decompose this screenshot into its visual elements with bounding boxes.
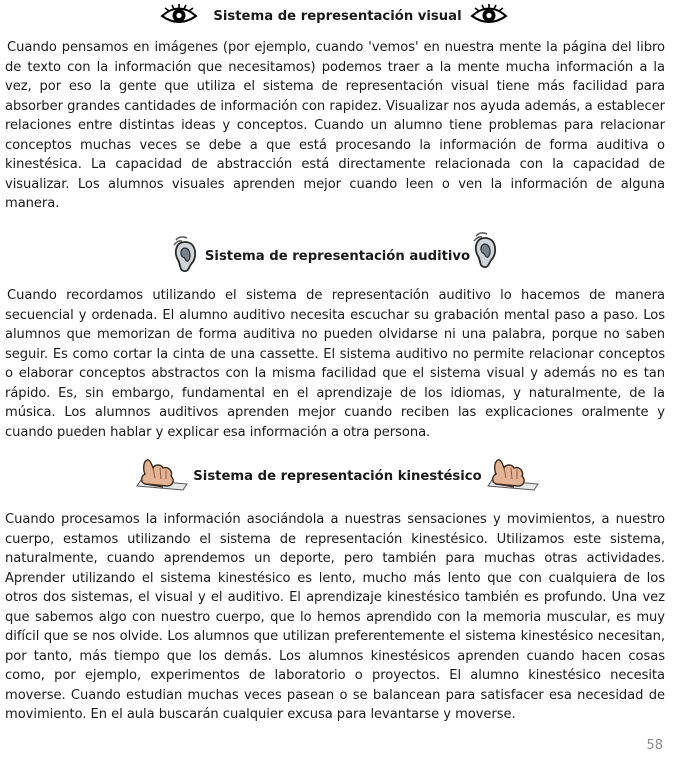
eye-icon [470,3,508,27]
ear-icon [470,232,500,270]
section-kinestesico-body: Cuando procesamos la información asociándola a nuestras sensaciones y movimientos, a nuestro cuerpo, estamos utilizando el sistema de representación kinestésico. Utilizamos este sistema, naturalmente, cuando aprendemos un deporte, pero también para muchas otras actividades. Aprender utilizando el sistema kinestésico es lento, mucho más lento que con cualquiera de los otros dos sistemas, el visual y el auditivo. El aprendizaje kinestésico también es profundo. Una vez que sabemos algo con nuestro cuerpo, que lo hemos aprendido con la memoria muscular, es muy difícil que se nos olvide. Los alumnos que utilizan preferentemente el sistema kinestésico necesitan, por tanto, más tiempo que los demás. Los alumnos kinestésicos aprenden cuando hacen cosas como, por ejemplo, experimentos de laboratorio o proyectos. El alumno kinestésico necesita moverse. Cuando estudian muchas veces pasean o se balancean para satisfacer esa necesidad de movimiento. En el aula buscarán cualquier excusa para levantarse y moverse. [5,512,665,723]
section-auditivo-heading [0,249,675,265]
section-visual-title: Sistema de representación visual [213,9,462,24]
section-auditivo-title: Sistema de representación auditivo [204,249,471,264]
page-number: 58 [646,738,663,753]
section-auditivo-body: Cuando recordamos utilizando el sistema de representación auditivo lo hacemos de manera secuencial y ordenada. El alumno auditivo necesita escuchar su grabación mental paso a paso. Los alumnos que memorizan de forma auditiva no pueden olvidarse ni una palabra, porque no saben seguir. Es como cortar la cinta de una cassette. El sistema auditivo no permite relacionar conceptos o elaborar conceptos abstractos con la misma facilidad que el sistema visual y además no es tan rápido. Es, sin embargo, fundamental en el aprendizaje de los idiomas, y naturalmente, de la música. Los alumnos auditivos aprenden mejor cuando reciben las explicaciones oralmente y cuando pueden hablar y explicar esa información a otra persona. [5,288,665,440]
section-visual-body: Cuando pensamos en imágenes (por ejemplo, cuando 'vemos' en nuestra mente la página del libro de texto con la información que necesitamos) podemos traer a la mente mucha información a la vez, por eso la gente que utiliza el sistema de representación visual tiene más facilidad para absorber grandes cantidades de información con rapidez. Visualizar nos ayuda además, a establecer relaciones entre distintas ideas y conceptos. Cuando un alumno tiene problemas para relacionar conceptos muchas veces se debe a que está procesando la información de forma auditiva o kinestésica. La capacidad de abstracción está directamente relacionada con la capacidad de visualizar. Los alumnos visuales aprenden mejor cuando leen o ven la información de alguna manera. [5,40,665,212]
section-kinestesico-heading [0,469,675,485]
section-kinestesico-title: Sistema de representación kinestésico [193,469,482,484]
hand-icon [484,456,542,494]
section-visual-heading [0,9,675,25]
